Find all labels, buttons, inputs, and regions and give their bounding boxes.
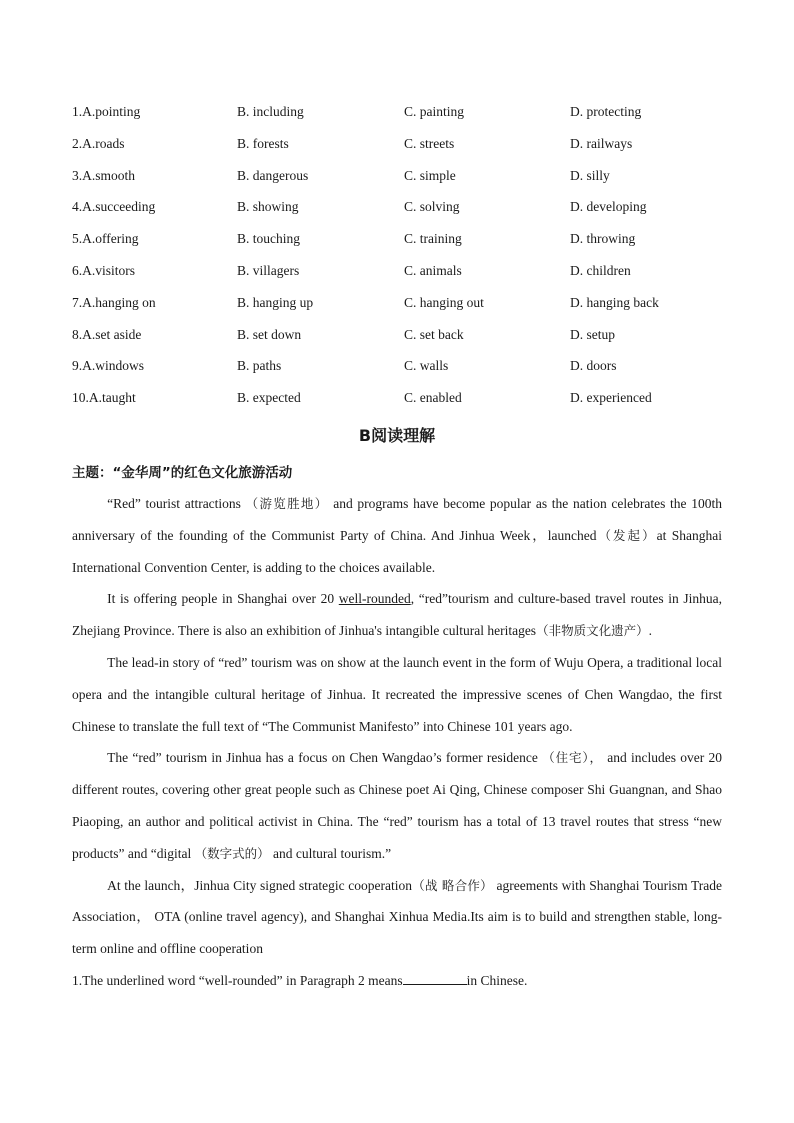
paragraph-4	[72, 742, 722, 869]
option-d: D. protecting	[570, 104, 642, 119]
options-list	[72, 100, 722, 418]
question-text: 1.The underlined word “well-rounded” in Paragraph 2 means	[72, 972, 403, 988]
option-b: B. hanging up	[237, 294, 314, 310]
paragraph-1	[72, 488, 722, 583]
gloss: （住宅），	[542, 750, 603, 766]
option-row	[72, 323, 722, 355]
option-a: 5.A.offering	[72, 231, 139, 247]
option-row	[72, 291, 722, 323]
section-title: B阅读理解	[358, 426, 436, 445]
paragraph-2	[72, 583, 722, 647]
option-row	[72, 386, 722, 418]
text: The “red” tourism in Jinhua has a focus on Chen Wangdao’s former residence	[107, 750, 543, 766]
option-row	[72, 164, 722, 196]
gloss: （数字式的）	[194, 845, 270, 861]
question-text: in Chinese.	[466, 972, 528, 988]
gloss: （发起）	[596, 527, 657, 543]
option-b: B. forests	[237, 135, 289, 151]
text: agreements with Shanghai Tourism Trade Association， OTA (online travel agency), and Shanghai Xinhua Media.Its aim is to build and strengthen stable, long-term online and offline cooperation	[72, 877, 723, 957]
option-d: D. children	[570, 262, 631, 278]
option-a: 9.A.windows	[72, 358, 145, 374]
answer-blank[interactable]	[403, 970, 467, 985]
option-b: B. including	[237, 104, 304, 119]
option-c: C. set back	[404, 326, 464, 342]
option-b: B. expected	[237, 390, 301, 406]
gloss: （游览胜地）	[245, 496, 329, 511]
option-d: D. developing	[570, 199, 647, 215]
option-c: C. training	[404, 231, 462, 247]
option-a: 7.A.hanging on	[72, 294, 156, 310]
text: .	[648, 623, 652, 639]
paragraph-5	[72, 870, 722, 965]
option-b: B. villagers	[237, 262, 300, 278]
option-b: B. showing	[237, 199, 299, 215]
option-c: C. simple	[404, 167, 456, 183]
text: at Shanghai International Convention Center, is adding to the choices available.	[72, 527, 722, 575]
option-a: 6.A.visitors	[72, 262, 136, 278]
option-row	[72, 132, 722, 164]
paragraph-3: The lead-in story of “red” tourism was on show at the launch event in the form of Wuju Opera, a traditional local opera and the intangible cultural heritage of Jinhua. It recreated the impressive scenes of Chen Wangdao, the first Chinese to translate the full text of “The Communist Manifesto” into Chinese 101 years ago.	[72, 654, 722, 734]
text: and includes over 20 different routes, covering other great people such as Chinese poet Ai Qing, Chinese composer Shi Guangnan, and Shao Piaoping, an author and political activist in China. The “red” tourism has a total of 13 travel routes that stress “new products” and “digital	[72, 750, 722, 861]
reading-passage	[72, 488, 722, 997]
option-d: D. silly	[570, 167, 610, 183]
gloss: （非物质文化遗产）	[536, 623, 649, 639]
text: and cultural tourism.”	[269, 845, 392, 861]
option-b: B. paths	[237, 358, 282, 374]
option-a: 8.A.set aside	[72, 326, 142, 342]
option-c: C. animals	[404, 262, 462, 278]
topic-heading: 主题：“金华周”的红色文化旅游活动	[72, 465, 293, 481]
option-b: B. set down	[237, 326, 302, 342]
option-c: C. walls	[404, 358, 449, 374]
option-row	[72, 227, 722, 259]
gloss: （战 略合作）	[411, 877, 493, 893]
option-a: 3.A.smooth	[72, 167, 136, 183]
text: It is offering people in Shanghai over 20	[107, 591, 339, 607]
option-row	[72, 195, 722, 227]
option-b: B. touching	[237, 231, 300, 247]
option-a: 1.A.pointing	[72, 104, 141, 119]
text: , “red”tourism and culture-based travel routes in Jinhua, Zhejiang Province. There is also an exhibition of Jinhua's intangible cultural heritages	[72, 591, 722, 639]
text: and programs have become popular as the nation celebrates the 100th anniversary of the founding of the Communist Party of China. And Jinhua Week，launched	[72, 496, 722, 543]
option-row	[72, 354, 722, 386]
option-b: B. dangerous	[237, 167, 309, 183]
option-c: C. painting	[404, 104, 464, 119]
option-d: D. hanging back	[570, 294, 659, 310]
option-a: 2.A.roads	[72, 135, 125, 151]
option-d: D. doors	[570, 358, 617, 374]
option-row	[72, 259, 722, 291]
option-d: D. experienced	[570, 390, 652, 406]
option-row	[72, 100, 722, 132]
text: At the launch，Jinhua City signed strategic cooperation	[107, 877, 412, 893]
option-d: D. railways	[570, 135, 633, 151]
option-c: C. solving	[404, 199, 460, 215]
option-a: 4.A.succeeding	[72, 199, 156, 215]
option-d: D. setup	[570, 326, 615, 342]
option-c: C. streets	[404, 135, 455, 151]
text: “Red” tourist attractions	[107, 496, 246, 511]
option-d: D. throwing	[570, 231, 636, 247]
option-c: C. hanging out	[404, 294, 484, 310]
underlined-word: well-rounded	[338, 591, 411, 607]
question-1	[72, 965, 722, 997]
option-c: C. enabled	[404, 390, 462, 406]
option-a: 10.A.taught	[72, 390, 136, 406]
